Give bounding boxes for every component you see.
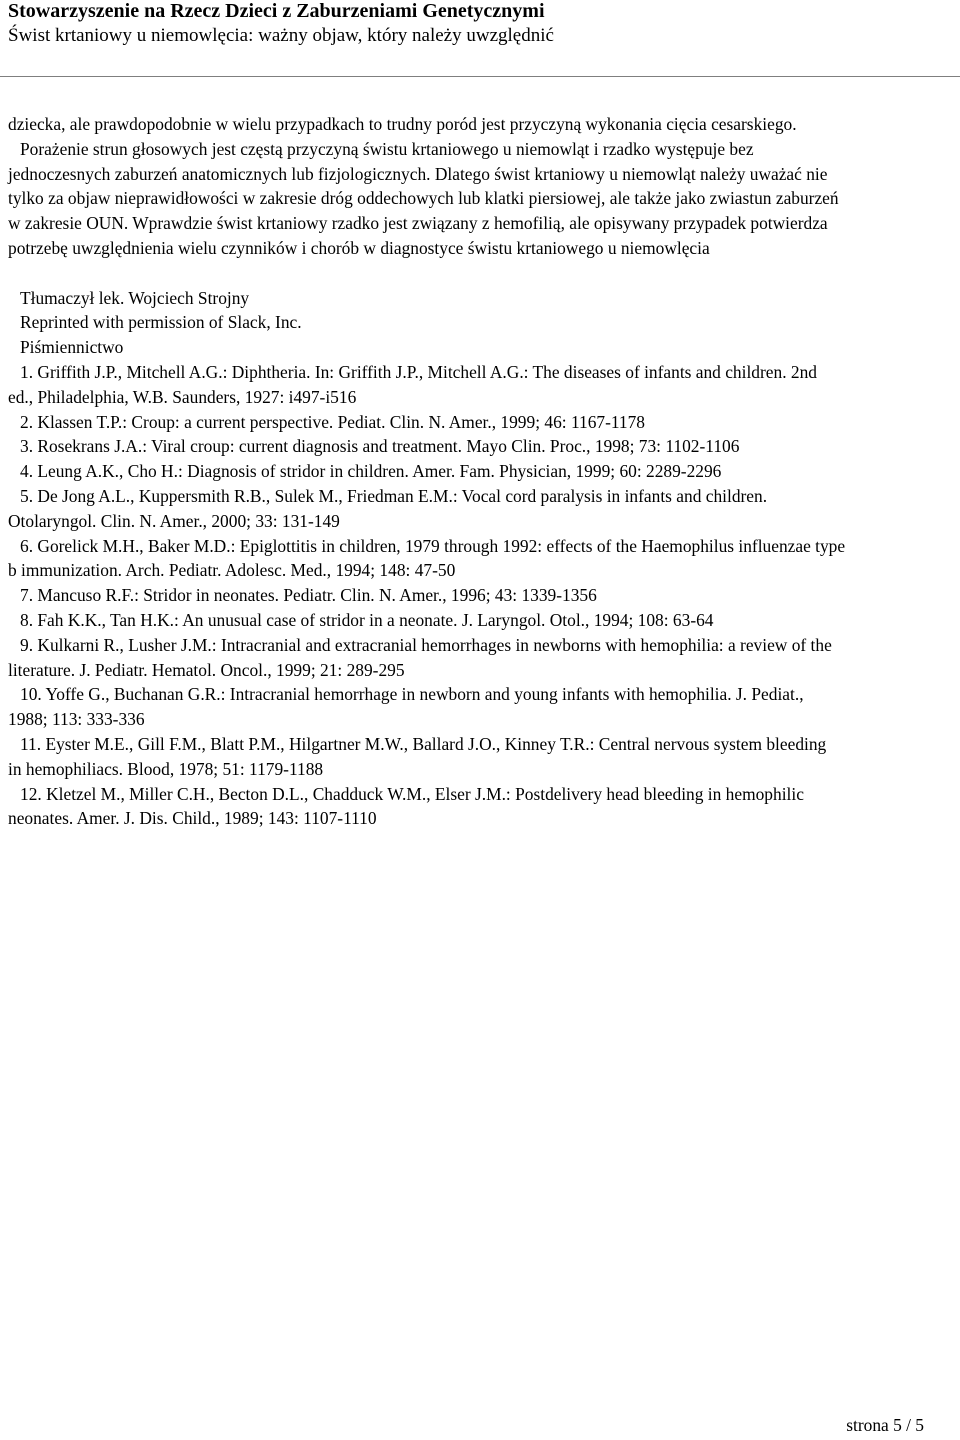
reference-item: 10. Yoffe G., Buchanan G.R.: Intracranial hemorrhage in newborn and young infants with hemophilia. J. Pediat., (20, 684, 804, 705)
references-heading: Piśmiennictwo (20, 337, 124, 358)
reference-item: 1. Griffith J.P., Mitchell A.G.: Diphtheria. In: Griffith J.P., Mitchell A.G.: The diseases of infants and children. 2nd (20, 361, 817, 382)
document-body (8, 112, 960, 831)
reference-item: 11. Eyster M.E., Gill F.M., Blatt P.M., Hilgartner M.W., Ballard J.O., Kinney T.R.: Central nervous system bleeding (20, 733, 827, 754)
reference-continuation: b immunization. Arch. Pediatr. Adolesc. Med., 1994; 148: 47-50 (8, 560, 456, 581)
reference-item: 8. Fah K.K., Tan H.K.: An unusual case of stridor in a neonate. J. Laryngol. Otol., 1994; 108: 63-64 (20, 609, 714, 630)
reference-item: 3. Rosekrans J.A.: Viral croup: current diagnosis and treatment. Mayo Clin. Proc., 1998; 73: 1102-1106 (20, 436, 740, 457)
reference-item: 9. Kulkarni R., Lusher J.M.: Intracranial and extracranial hemorrhages in newborns with hemophilia: a review of the (20, 634, 832, 655)
reprint-notice: Reprinted with permission of Slack, Inc. (20, 312, 302, 333)
reference-continuation: Otolaryngol. Clin. N. Amer., 2000; 33: 131-149 (8, 510, 340, 531)
document-title: Świst krtaniowy u niemowlęcia: ważny objaw, który należy uwzględnić (8, 25, 554, 46)
header-divider (0, 76, 960, 77)
organization-name: Stowarzyszenie na Rzecz Dzieci z Zaburzeniami Genetycznymi (8, 0, 545, 22)
body-line: tylko za objaw nieprawidłowości w zakresie dróg oddechowych lub klatki piersiowej, ale także jako zwiastun zaburzeń (8, 188, 839, 209)
reference-item: 4. Leung A.K., Cho H.: Diagnosis of stridor in children. Amer. Fam. Physician, 1999; 60: 2289-2296 (20, 461, 722, 482)
reference-continuation: neonates. Amer. J. Dis. Child., 1989; 143: 1107-1110 (8, 808, 377, 829)
reference-continuation: in hemophiliacs. Blood, 1978; 51: 1179-1188 (8, 758, 324, 779)
body-line: dziecka, ale prawdopodobnie w wielu przypadkach to trudny poród jest przyczyną wykonania cięcia cesarskiego. (8, 114, 797, 134)
reference-item: 5. De Jong A.L., Kuppersmith R.B., Sulek M., Friedman E.M.: Vocal cord paralysis in infants and children. (20, 485, 768, 506)
reference-item: 7. Mancuso R.F.: Stridor in neonates. Pediatr. Clin. N. Amer., 1996; 43: 1339-1356 (20, 585, 597, 606)
references-list (8, 360, 960, 831)
reference-continuation: ed., Philadelphia, W.B. Saunders, 1927: i497-i516 (8, 386, 357, 407)
body-line: w zakresie OUN. Wprawdzie świst krtaniowy rzadko jest związany z hemofilią, ale opisywany przypadek potwierdza (8, 213, 828, 234)
reference-continuation: literature. J. Pediatr. Hematol. Oncol., 1999; 21: 289-295 (8, 659, 405, 680)
reference-item: 12. Kletzel M., Miller C.H., Becton D.L., Chadduck W.M., Elser J.M.: Postdelivery head bleeding in hemophilic (20, 783, 804, 804)
body-line: potrzebę uwzględnienia wielu czynników i chorób w diagnostyce świstu krtaniowego u niemowlęcia (8, 237, 710, 258)
body-line: Porażenie strun głosowych jest częstą przyczyną świstu krtaniowego u niemowląt i rzadko występuje bez (20, 138, 754, 159)
spacer (8, 261, 960, 286)
body-line: jednoczesnych zaburzeń anatomicznych lub fizjologicznych. Dlatego świst krtaniowy u niemowląt należy uważać nie (8, 163, 828, 184)
reference-continuation: 1988; 113: 333-336 (8, 709, 145, 730)
page-number: strona 5 / 5 (846, 1415, 924, 1435)
translator-credit: Tłumaczył lek. Wojciech Strojny (20, 287, 250, 308)
page-header (8, 0, 952, 47)
reference-item: 2. Klassen T.P.: Croup: a current perspective. Pediat. Clin. N. Amer., 1999; 46: 1167-1178 (20, 411, 646, 432)
reference-item: 6. Gorelick M.H., Baker M.D.: Epiglottitis in children, 1979 through 1992: effects of the Haemophilus influenzae type (20, 535, 846, 556)
